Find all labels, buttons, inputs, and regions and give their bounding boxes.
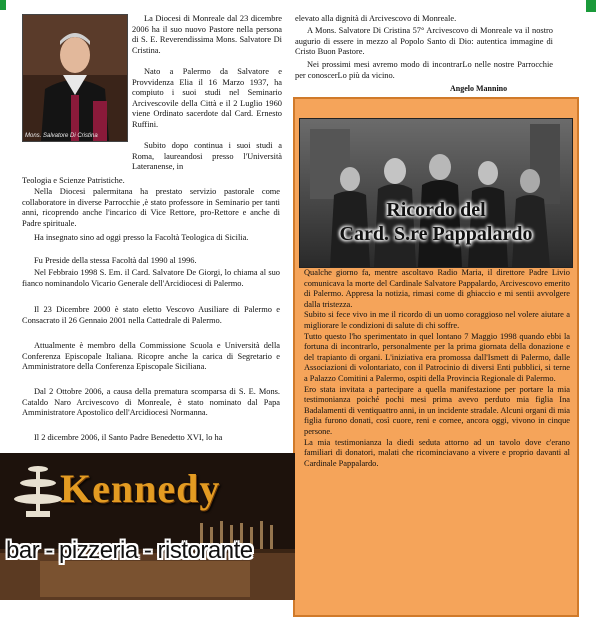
memorial-paragraph-2: Subito si fece vivo in me il ricordo di un uomo coraggioso nel volere aiutare a migliorare le condizioni di salute di chi soffre.: [304, 310, 570, 330]
studies-paragraph: Subito dopo continua i suoi studi a Roma, laureandosi presso l'Università Lateranense, in: [132, 141, 282, 172]
memorial-paragraph-4: Ero stata invitata a partecipare a quella manifestazione per portare la mia testimonianza poiché pochi mesi prima avevo perduto mia figlia Ina Badalamenti di ventiquattro anni, in un incidente stradale. Alcuni organi di mia figlia furono donati, così cuore, reni e cornee, ancora oggi, vivono in cinque persone.: [304, 384, 570, 436]
elevation-paragraph: elevato alla dignità di Arcivescovo di Monreale.: [295, 14, 457, 23]
meeting-paragraph: Nei prossimi mesi avremo modo di incontrarLo nelle nostre Parrocchie per conoscerLo più da vicino.: [295, 60, 553, 80]
portrait-caption: Mons. Salvatore Di Cristina: [25, 133, 98, 139]
pope-paragraph: Il 2 dicembre 2006, il Santo Padre Benedetto XVI, lo ha: [34, 433, 223, 442]
commission-paragraph: Attualmente è membro della Commissione Scuola e Università della Conferenza Episcopale Italiana. Ricopre anche la carica di Segretario e Amministratore della Conferenza Episcopale Siciliana.: [22, 341, 280, 372]
memorial-paragraph-1: Qualche giorno fa, mentre ascoltavo Radio Maria, il direttore Padre Livio comunicava la morte del Cardinale Salvatore Pappalardo, Arcivescovo emerito di Palermo. Appresa la notizia, rimasi come di ghiaccio e mi sentii avvolgere dalla tristezza.: [304, 268, 570, 309]
pastoral-paragraph: Nella Diocesi palermitana ha prestato servizio pastorale come collaboratore in diverse Parrocchie ,è stato professore in Seminario per tanti anni, ricoprendo anche l'incarico di Vice Rettore, pro-Rettore e anche di Padre spirituale.: [22, 187, 280, 228]
biography-paragraph: Nato a Palermo da Salvatore e Provvidenza Elia il 16 Marzo 1937, ha compiuto i suoi studi nel Seminario Arcivescovile della Città e il 2 Luglio 1960 viene Ordinato sacerdote dal Card. Ernesto Ruffini.: [132, 67, 282, 129]
kennedy-advertisement: [0, 453, 295, 600]
memorial-paragraph-3: Tutto questo l'ho sperimentato in quel lontano 7 Maggio 1998 quando ebbi la fortuna di incontrarlo, personalmente per la prima giornata della donazione e del trapianto di organi. L'iniziativa era promossa dall'Ismett di Palermo, dalle Associazioni di volontariato, con il Patrocinio di diversi Enti pubblici, si terne a Palazzo Comitini a Palermo, ospiti della Provincia Regionale di Palermo.: [304, 331, 570, 383]
author-signature: Angelo Mannino: [450, 84, 508, 93]
vicar-paragraph: Nel Febbraio 1998 S. Em. il Card. Salvatore De Giorgi, lo chiama al suo fianco nominandolo Vicario Generale dell'Arcidiocesi di Palermo.: [22, 268, 280, 288]
memorial-text: [304, 268, 570, 469]
memorial-paragraph-5: La mia testimonianza la diedi seduta attorno ad un tavolo dove c'erano familiari di donatori, malati che ricominciavano a vivere e proprio davanti al Cardinale Pappalardo.: [304, 437, 570, 468]
green-accent-left: [0, 0, 6, 10]
administrator-paragraph: Dal 2 Ottobre 2006, a causa della prematura scomparsa di S. E. Mons. Cataldo Naro Arcivescovo di Monreale, è stato nominato dal Papa Amministratore Apostolico dell'Arcidiocesi Normanna.: [22, 387, 280, 418]
kennedy-subtitle: bar - pizzeria - ristorante: [6, 537, 253, 564]
preside-paragraph: Fu Preside della stessa Facoltà dal 1990 al 1996.: [34, 256, 197, 265]
bishop-paragraph: Il 23 Dicembre 2000 è stato eletto Vescovo Ausiliare di Palermo e Consacrato il 26 Gennaio 2001 nella Cattedrale di Palermo.: [22, 305, 280, 325]
memorial-title-line1: Ricordo del: [386, 199, 486, 221]
cardinal-photo: [299, 118, 573, 268]
wishes-paragraph: A Mons. Salvatore Di Cristina 57° Arcivescovo di Monreale va il nostro augurio di essere in mezzo al Popolo Santo di Dio: autentica immagine di Cristo Buon Pastore.: [295, 26, 553, 57]
teaching-paragraph: Ha insegnato sino ad oggi presso la Facoltà Teologica di Sicilia.: [34, 233, 249, 242]
fountain-logo-icon: [10, 461, 66, 519]
green-accent-right: [586, 0, 596, 12]
archbishop-portrait: [22, 14, 128, 142]
intro-paragraph: La Diocesi di Monreale dal 23 dicembre 2006 ha il suo nuovo Pastore nella persona di S. E. Reverendissima Mons. Salvatore Di Cristina.: [132, 14, 282, 55]
memorial-title-line2: Card. S.re Pappalardo: [339, 223, 533, 245]
studies-paragraph-end: Teologia e Scienze Patristiche.: [22, 176, 125, 185]
kennedy-brand-name: Kennedy: [60, 466, 221, 511]
